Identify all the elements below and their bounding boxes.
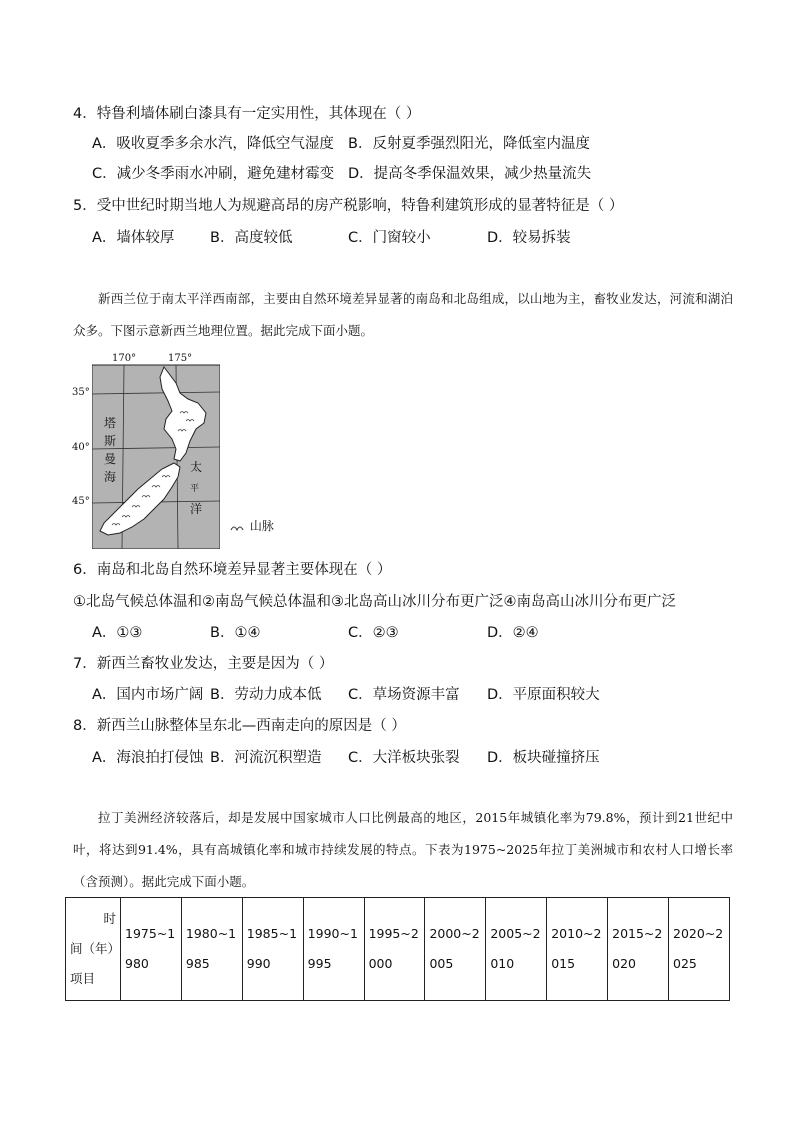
q7-option-a: A．国内市场广阔 bbox=[92, 687, 204, 703]
q6-option-c: C．②③ bbox=[348, 625, 399, 641]
new-zealand-map bbox=[92, 353, 220, 549]
passage-latin-america: 拉丁美洲经济较落后，却是发展中国家城市人口比例最高的地区，2015年城镇化率为79.8%，预计到21世纪中叶，将达到91.4%，具有高城镇化率和城市持续发展的特点。下表为1975~2025年拉丁美洲城市和农村人口增长率（含预测）。据此完成下面小题。 bbox=[73, 810, 733, 889]
q4-option-d: D．提高冬季保温效果，减少热量流失 bbox=[348, 166, 592, 182]
sea-char-1: 塔 bbox=[104, 416, 117, 430]
period-1985: 1985~1 990 bbox=[242, 898, 303, 1001]
period-1975: 1975~1 980 bbox=[121, 898, 182, 1001]
q4-option-c: C．减少冬季雨水冲刷，避免建材霉变 bbox=[92, 166, 335, 182]
period-2020: 2020~2 025 bbox=[669, 898, 730, 1001]
q6-option-a: A．①③ bbox=[92, 625, 143, 641]
ocean-char-1: 太 bbox=[190, 460, 203, 474]
sea-char-2: 斯 bbox=[104, 434, 117, 448]
q4-option-a: A．吸收夏季多余水汽，降低空气湿度 bbox=[92, 136, 334, 152]
question-5-stem: 5．受中世纪时期当地人为规避高昂的房产税影响，特鲁利建筑形成的显著特征是（ ） bbox=[73, 198, 624, 214]
lat-label-35: 35° bbox=[72, 387, 90, 398]
q5-option-b: B．高度较低 bbox=[210, 230, 293, 246]
lat-label-40: 40° bbox=[72, 442, 90, 453]
passage-new-zealand: 新西兰位于南太平洋西南部，主要由自然环境差异显著的南岛和北岛组成，以山地为主，畜牧业发达，河流和湖泊众多。下图示意新西兰地理位置。据此完成下面小题。 bbox=[73, 291, 733, 338]
period-2015: 2015~2 020 bbox=[608, 898, 669, 1001]
q7-option-d: D．平原面积较大 bbox=[487, 687, 600, 703]
q8-option-a: A．海浪拍打侵蚀 bbox=[92, 750, 204, 766]
question-7-stem: 7．新西兰畜牧业发达，主要是因为（ ） bbox=[73, 656, 334, 672]
period-2010: 2010~2 015 bbox=[547, 898, 608, 1001]
lat-label-45: 45° bbox=[72, 496, 90, 507]
legend-label-mountain: 山脉 bbox=[249, 519, 274, 533]
q5-option-c: C．门窗较小 bbox=[348, 230, 431, 246]
q5-option-d: D．较易拆装 bbox=[487, 230, 571, 246]
table-row bbox=[66, 898, 730, 1001]
question-8-stem: 8．新西兰山脉整体呈东北—西南走向的原因是（ ） bbox=[73, 718, 406, 734]
q6-option-b: B．①④ bbox=[210, 625, 261, 641]
q5-option-a: A．墙体较厚 bbox=[92, 230, 175, 246]
period-1990: 1990~1 995 bbox=[303, 898, 364, 1001]
ocean-char-3: 洋 bbox=[190, 502, 203, 516]
ocean-char-2: 平 bbox=[190, 484, 200, 494]
period-2000: 2000~2 005 bbox=[425, 898, 486, 1001]
map-legend bbox=[230, 517, 274, 534]
sea-char-4: 海 bbox=[104, 470, 117, 484]
table-header-cell: 时 间（年） 项目 bbox=[66, 898, 121, 1001]
question-6-stem: 6．南岛和北岛自然环境差异显著主要体现在（ ） bbox=[73, 562, 392, 578]
population-growth-table bbox=[65, 897, 730, 1001]
q4-option-b: B．反射夏季强烈阳光，降低室内温度 bbox=[348, 136, 590, 152]
question-6-statements: ①北岛气候总体温和②南岛气候总体温和③北岛高山冰川分布更广泛④南岛高山冰川分布更广泛 bbox=[73, 594, 676, 610]
period-1995: 1995~2 000 bbox=[364, 898, 425, 1001]
q8-option-c: C．大洋板块张裂 bbox=[348, 750, 460, 766]
q8-option-d: D．板块碰撞挤压 bbox=[487, 750, 600, 766]
period-2005: 2005~2 010 bbox=[486, 898, 547, 1001]
q8-option-b: B．河流沉积塑造 bbox=[210, 750, 322, 766]
question-4-stem: 4．特鲁利墙体刷白漆具有一定实用性，其体现在（ ） bbox=[73, 106, 421, 122]
mountain-icon bbox=[230, 522, 246, 532]
lon-label-170: 170° bbox=[112, 353, 137, 364]
q6-option-d: D．②④ bbox=[487, 625, 539, 641]
sea-char-3: 曼 bbox=[104, 452, 117, 466]
lon-label-175: 175° bbox=[168, 353, 193, 364]
q7-option-b: B．劳动力成本低 bbox=[210, 687, 322, 703]
q7-option-c: C．草场资源丰富 bbox=[348, 687, 460, 703]
period-1980: 1980~1 985 bbox=[181, 898, 242, 1001]
